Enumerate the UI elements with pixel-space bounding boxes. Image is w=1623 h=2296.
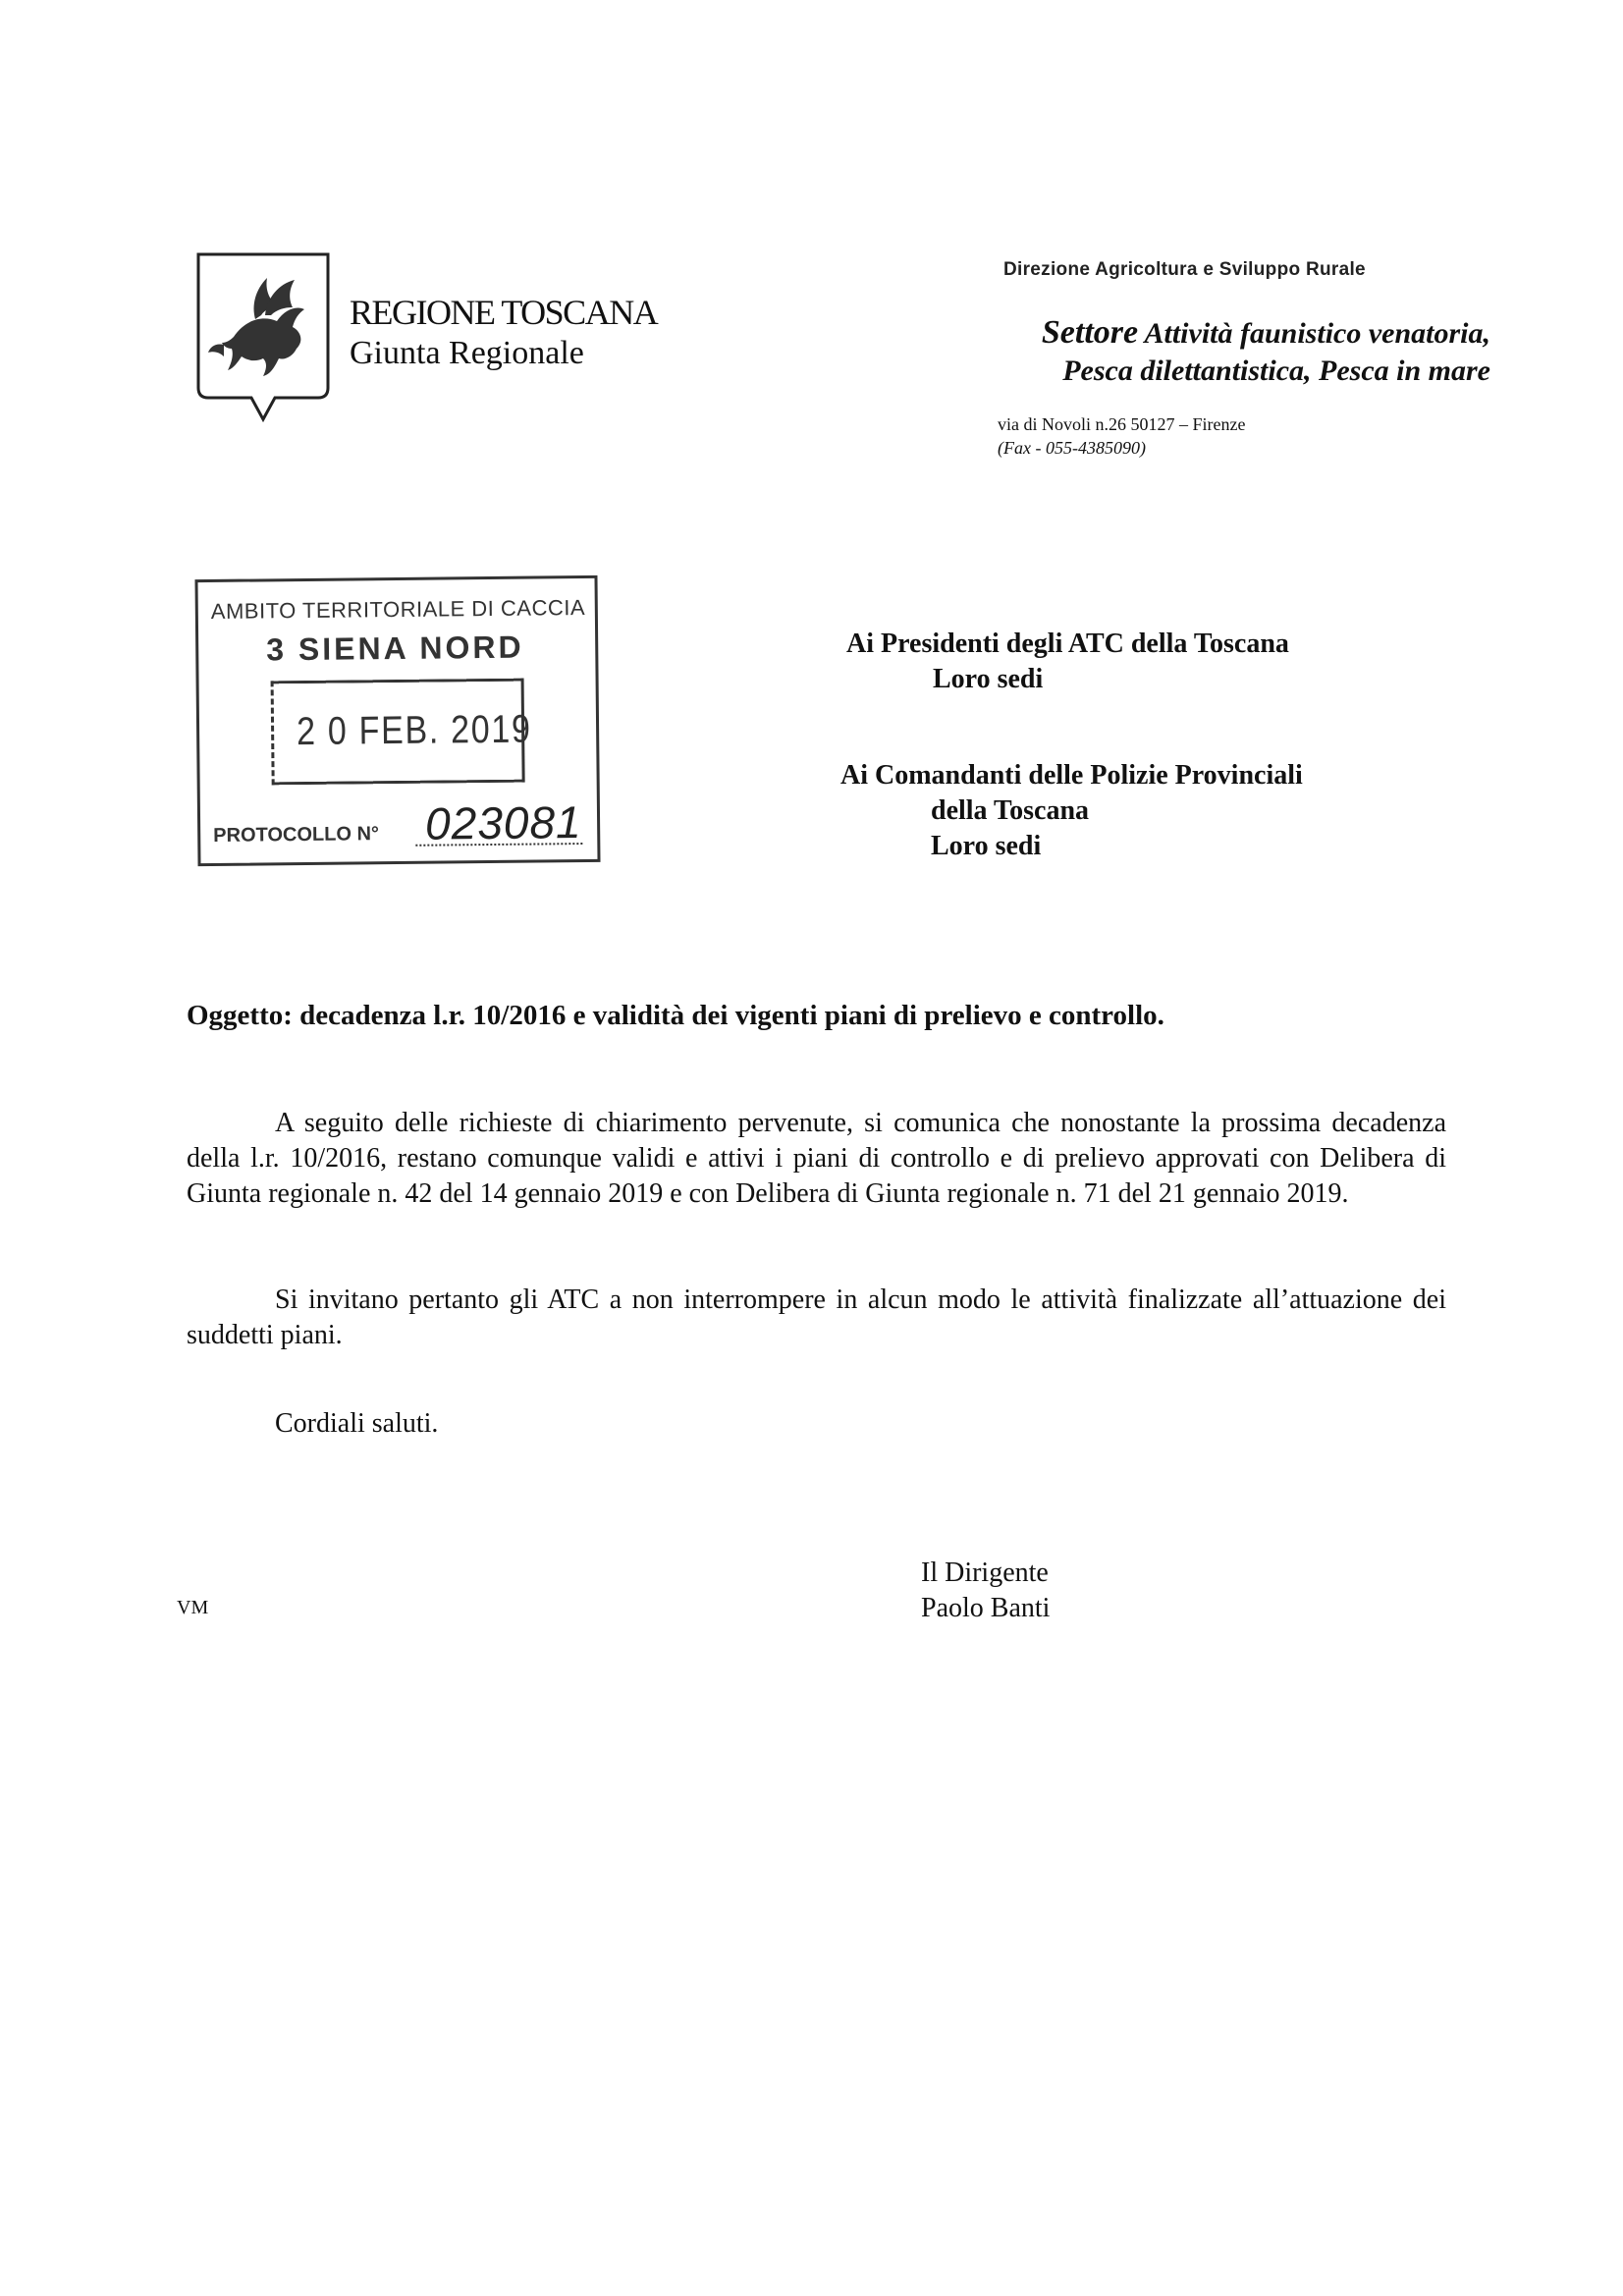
subject-line: Oggetto: decadenza l.r. 10/2016 e validità dei vigenti piani di prelievo e controllo. [187,1000,1164,1031]
stamp-line-2: 3 SIENA NORD [266,629,524,668]
author-initials: VM [177,1597,209,1618]
settore-line-1-rest: Attività faunistico venatoria, [1144,317,1490,350]
body-paragraph-2: Si invitano pertanto gli ATC a non interrompere in alcun modo le attività finalizzate all’attuazione dei suddetti piani. [187,1285,1446,1350]
recipient-2-line-3: Loro sedi [931,831,1042,861]
stamp-protocol-number: 023081 [424,796,582,849]
settore-line-2: Pesca dilettantistica, Pesca in mare [1062,355,1490,387]
settore-line-1 [1000,314,1490,353]
stamp-protocol-label: PROTOCOLLO N° [213,823,380,847]
recipient-1-line-1: Ai Presidenti degli ATC della Toscana [846,629,1289,659]
stamp-date: 2 0 FEB. 2019 [296,707,532,754]
signature-name: Paolo Banti [921,1593,1051,1623]
fax-line: (Fax - 055-4385090) [998,438,1146,458]
recipient-2-line-1: Ai Comandanti delle Polizie Provinciali [840,760,1303,791]
body-paragraph-1: A seguito delle richieste di chiarimento pervenute, si comunica che nonostante la prossima decadenza della l.r. 10/2016, restano comunque validi e attivi i piani di controllo e di prelievo approvati con Delibera di Giunta regionale n. 42 del 14 gennaio 2019 e con Delibera di Giunta regionale n. 71 del 21 gennaio 2019. [187,1108,1446,1209]
protocol-stamp [194,575,598,864]
signature-title: Il Dirigente [921,1558,1049,1588]
org-subtitle: Giunta Regionale [350,335,584,371]
settore-block [1000,314,1490,390]
address-block [998,412,1245,460]
regione-toscana-crest-icon [194,250,332,422]
recipient-2-line-2: della Toscana [931,795,1090,826]
settore-word: Settore [1041,314,1139,351]
recipient-1-line-2: Loro sedi [933,664,1044,694]
address-line: via di Novoli n.26 50127 – Firenze [998,414,1246,434]
department-name: Direzione Agricoltura e Sviluppo Rurale [1003,259,1366,280]
org-name: REGIONE TOSCANA [350,293,658,332]
closing-greeting: Cordiali saluti. [275,1408,439,1439]
stamp-line-1: AMBITO TERRITORIALE DI CACCIA [210,594,586,624]
